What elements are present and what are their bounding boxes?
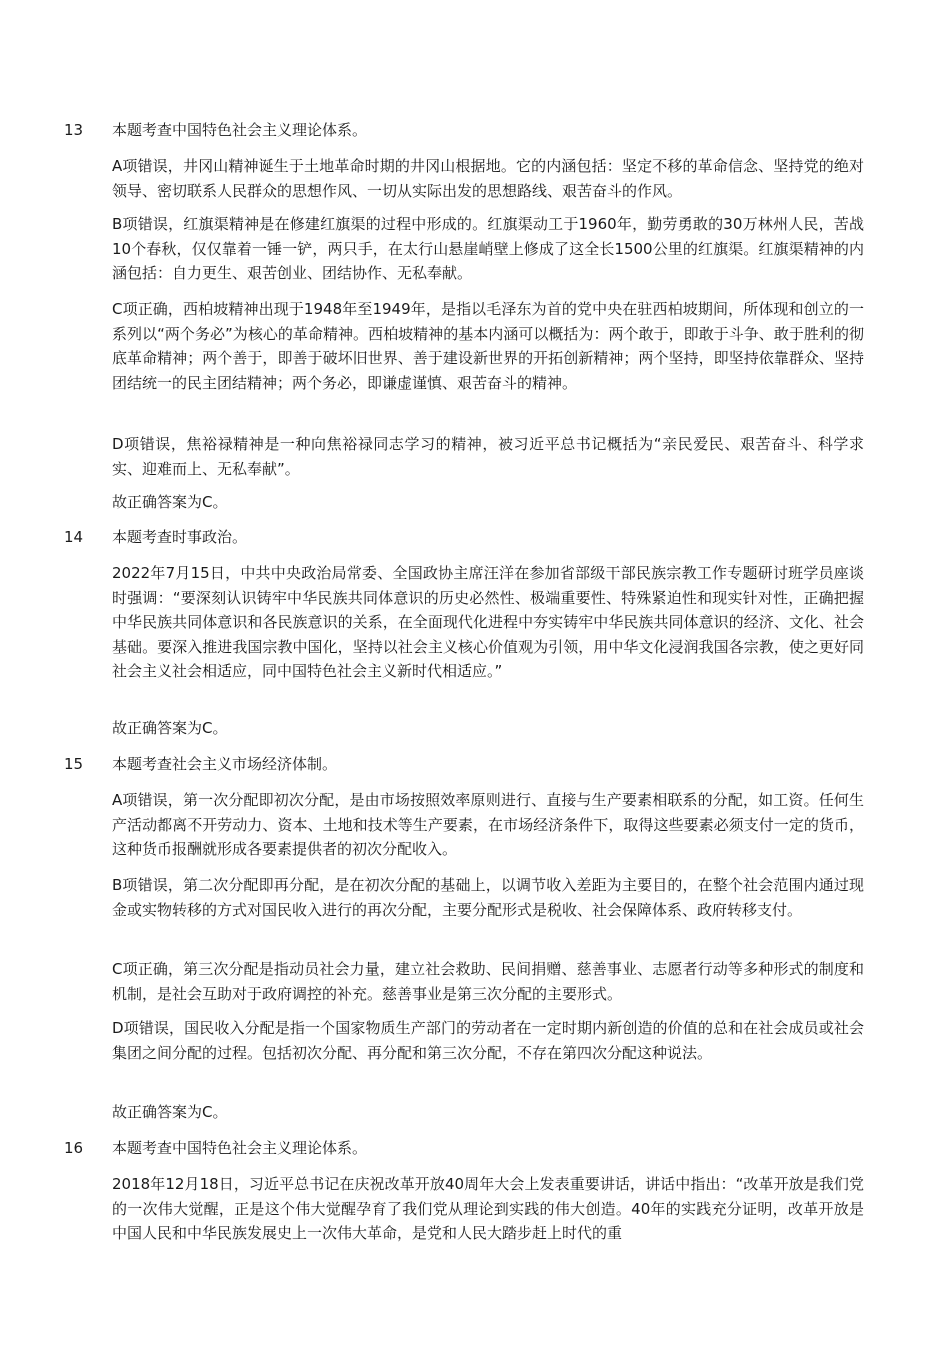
question-number: 16: [64, 1139, 84, 1157]
option-b-explanation: B项错误，第二次分配即再分配，是在初次分配的基础上，以调节收入差距为主要目的，在整个社会范围内通过现金或实物转移的方式对国民收入进行的再次分配，主要分配形式是税收、社会保障体系、政府转移支付。: [112, 876, 864, 919]
question-number: 13: [64, 121, 84, 139]
explanation-paragraph: 2022年7月15日，中共中央政治局常委、全国政协主席汪洋在参加省部级干部民族宗教工作专题研讨班学员座谈时强调：“要深刻认识铸牢中华民族共同体意识的历史必然性、极端重要性、特殊紧迫性和现实针对性，正确把握中华民族共同体意识和各民族意识的关系，在全面现代化进程中夯实铸牢中华民族共同体意识的经济、文化、社会基础。要深入推进我国宗教中国化，坚持以社会主义核心价值观为引领，用中华文化浸润我国各宗教，使之更好同社会主义社会相适应，同中国特色社会主义新时代相适应。”: [112, 564, 864, 681]
question-topic: 本题考查时事政治。: [112, 528, 248, 546]
option-d-explanation: D项错误，焦裕禄精神是一种向焦裕禄同志学习的精神，被习近平总书记概括为“亲民爱民、艰苦奋斗、科学求实、迎难而上、无私奉献”。: [112, 435, 864, 478]
question-number: 14: [64, 528, 84, 546]
question-topic: 本题考查中国特色社会主义理论体系。: [112, 1139, 368, 1157]
option-b-explanation: B项错误，红旗渠精神是在修建红旗渠的过程中形成的。红旗渠动工于1960年，勤劳勇敢的30万林州人民，苦战10个春秋，仅仅靠着一锤一铲，两只手，在太行山悬崖峭壁上修成了这全长1500公里的红旗渠。红旗渠精神的内涵包括：自力更生、艰苦创业、团结协作、无私奉献。: [112, 215, 864, 283]
question-number: 15: [64, 755, 84, 773]
explanation-paragraph: 2018年12月18日，习近平总书记在庆祝改革开放40周年大会上发表重要讲话，讲话中指出：“改革开放是我们党的一次伟大觉醒，正是这个伟大觉醒孕育了我们党从理论到实践的伟大创造。40年的实践充分证明，改革开放是中国人民和中华民族发展史上一次伟大革命，是党和人民大踏步赶上时代的重: [112, 1175, 864, 1243]
answer-line: 故正确答案为C。: [112, 719, 228, 737]
answer-line: 故正确答案为C。: [112, 1103, 228, 1121]
option-a-explanation: A项错误，第一次分配即初次分配，是由市场按照效率原则进行、直接与生产要素相联系的分配，如工资。任何生产活动都离不开劳动力、资本、土地和技术等生产要素，在市场经济条件下，取得这些要素必须支付一定的货币，这种货币报酬就形成各要素提供者的初次分配收入。: [112, 791, 864, 859]
question-topic: 本题考查社会主义市场经济体制。: [112, 755, 338, 773]
option-c-explanation: C项正确，西柏坡精神出现于1948年至1949年，是指以毛泽东为首的党中央在驻西柏坡期间，所体现和创立的一系列以“两个务必”为核心的革命精神。西柏坡精神的基本内涵可以概括为：两个敢于，即敢于斗争、敢于胜利的彻底革命精神；两个善于，即善于破坏旧世界、善于建设新世界的开拓创新精神；两个坚持，即坚持依靠群众、坚持团结统一的民主团结精神；两个务必，即谦虚谨慎、艰苦奋斗的精神。: [112, 300, 864, 392]
question-topic: 本题考查中国特色社会主义理论体系。: [112, 121, 368, 139]
option-d-explanation: D项错误，国民收入分配是指一个国家物质生产部门的劳动者在一定时期内新创造的价值的总和在社会成员或社会集团之间分配的过程。包括初次分配、再分配和第三次分配，不存在第四次分配这种说法。: [112, 1019, 864, 1062]
option-a-explanation: A项错误，井冈山精神诞生于土地革命时期的井冈山根据地。它的内涵包括：坚定不移的革命信念、坚持党的绝对领导、密切联系人民群众的思想作风、一切从实际出发的思想路线、艰苦奋斗的作风。: [112, 157, 864, 200]
option-c-explanation: C项正确，第三次分配是指动员社会力量，建立社会救助、民间捐赠、慈善事业、志愿者行动等多种形式的制度和机制，是社会互助对于政府调控的补充。慈善事业是第三次分配的主要形式。: [112, 960, 864, 1003]
answer-line: 故正确答案为C。: [112, 493, 228, 511]
